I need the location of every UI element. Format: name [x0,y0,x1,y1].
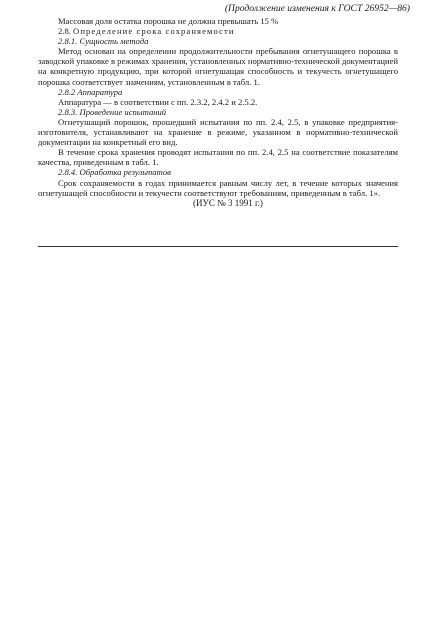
section-2-8-4-heading: 2.8.4. Обработка результатов [58,167,171,178]
section-2-8-number: 2.8. [58,26,71,37]
page-header: (Продолжение изменения к ГОСТ 26952—86) [224,3,410,14]
section-2-8-3-text-2: В течение срока хранения проводят испытания по пп. 2.4, 2.5 на соответствие показателям качества, приведенным в табл. 1. [38,147,398,168]
section-2-8-3-text-1: Огнетушащий порошок, прошедший испытания по пп. 2.4, 2.5, в упаковке предприятия-изготовителя, устанавливают на хранение в режиме, указанном в нормативно-технической документации на конкретный его вид. [38,116,398,148]
section-2-8-heading [38,26,398,36]
section-2-8-3-heading: 2.8.3. Проведение испытаний [58,106,167,117]
section-2-8-1-heading: 2.8.1. Сущность метода [58,36,149,47]
section-2-8-4-text: Срок сохраняемости в годах принимается равным числу лет, в течение которых значения огнетушащей способности и текучести соответствуют требованиям, приведенным в табл. 1». [38,177,398,198]
section-2-8-2-text: Аппаратура — в соответствии с пп. 2.3.2, 2.4.2 и 2.5.2. [58,96,258,107]
section-2-8-title: Определение срока сохраняемости [73,26,235,37]
section-2-8-1-text: Метод основан на определении продолжительности пребывания огнетушащего порошка в заводской упаковке в режимах хранения, установленных нормативно-технической документацией на конкретную продукцию, при которой огнетушащая способность и текучесть огнетушащего порошка соответствует значениям, установленным в табл. 1. [38,46,399,87]
section-2-8-2-heading: 2.8.2 Аппаратура [58,86,123,97]
ius-note: (ИУС № 3 1991 г.) [193,197,263,208]
document-body [38,16,398,208]
bottom-rule [38,246,398,247]
mass-fraction-line: Массовая доля остатка порошка не должна превышать 15 % [58,16,279,26]
